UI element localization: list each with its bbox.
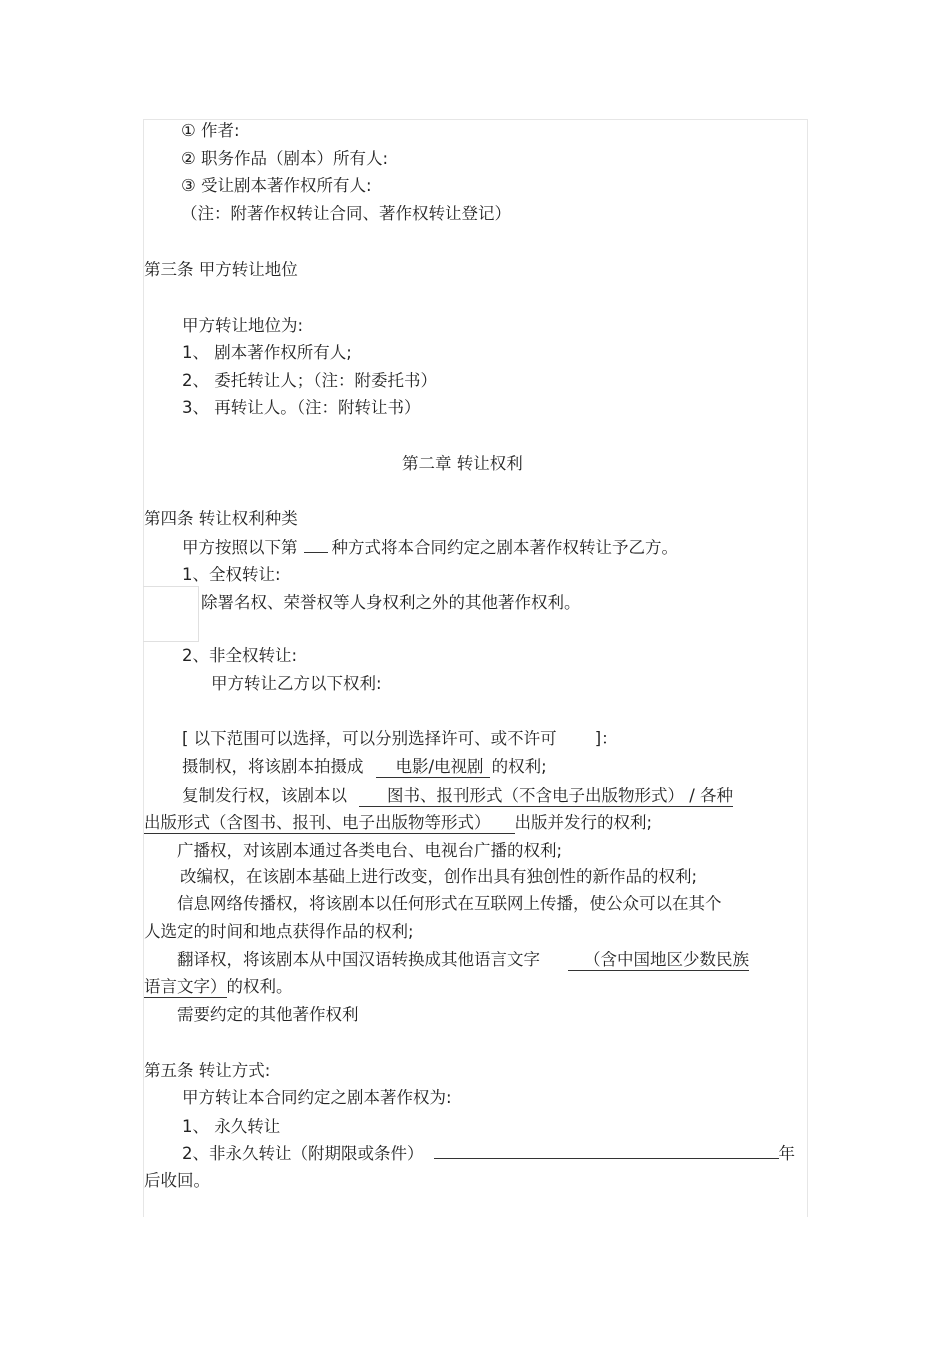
copy-right-line-2 bbox=[144, 812, 652, 834]
range-note-a: [ 以下范围可以选择，可以分别选择许可、或不许可 bbox=[182, 729, 557, 748]
shooting-right bbox=[182, 756, 547, 778]
copy-right-form-2: 出版形式（含图书、报刊、电子出版物等形式） bbox=[144, 813, 515, 834]
article-5-end: 后收回。 bbox=[144, 1171, 210, 1190]
article-4-intro-a: 甲方按照以下第 bbox=[182, 538, 298, 557]
copy-right-line-1 bbox=[182, 785, 733, 807]
article-5-item-2 bbox=[182, 1143, 795, 1165]
copy-right-a: 复制发行权，该剧本以 bbox=[182, 786, 347, 805]
article-4-intro-b: 种方式将本合同约定之剧本著作权转让予乙方。 bbox=[331, 538, 678, 557]
page-frame-right bbox=[807, 119, 808, 1217]
owner-item-2: ② 职务作品（剧本）所有人: bbox=[181, 149, 389, 168]
translation-right-line-2 bbox=[144, 976, 293, 998]
network-right-line-2: 人选定的时间和地点获得作品的权利; bbox=[144, 922, 414, 941]
article-5-year: 年 bbox=[778, 1144, 795, 1163]
shooting-right-a: 摄制权，将该剧本拍摄成 bbox=[182, 757, 364, 776]
term-blank bbox=[434, 1144, 779, 1159]
article-3-item-2: 2、 委托转让人；（注：附委托书） bbox=[182, 371, 437, 390]
partial-transfer: 2、非全权转让: bbox=[182, 646, 298, 665]
blank-box bbox=[143, 586, 199, 642]
article-4-title: 第四条 转让权利种类 bbox=[144, 509, 298, 528]
article-4-intro bbox=[182, 537, 678, 559]
network-right-line-1: 信息网络传播权，将该剧本以任何形式在互联网上传播，使公众可以在其个 bbox=[177, 894, 722, 913]
article-5-title: 第五条 转让方式: bbox=[144, 1061, 271, 1080]
translation-right-b: 的权利。 bbox=[226, 977, 293, 996]
page-frame-top bbox=[143, 119, 807, 120]
translation-right-scope-2: 语言文字） bbox=[144, 977, 227, 996]
broadcast-right: 广播权，对该剧本通过各类电台、电视台广播的权利; bbox=[177, 841, 563, 860]
shooting-right-b: 的权利; bbox=[491, 757, 547, 776]
article-3-item-1: 1、 剧本著作权所有人; bbox=[182, 343, 352, 362]
adaptation-right: 改编权，在该剧本基础上进行改变，创作出具有独创性的新作品的权利; bbox=[180, 867, 698, 886]
article-3-title: 第三条 甲方转让地位 bbox=[144, 260, 298, 279]
copy-right-form-1: 图书、报刊形式（不含电子出版物形式） / 各种 bbox=[359, 786, 733, 807]
article-5-item-2-label: 2、非永久转让（附期限或条件） bbox=[182, 1144, 424, 1163]
translation-right-a: 翻译权，将该剧本从中国汉语转换成其他语言文字 bbox=[177, 950, 540, 969]
article-3-item-3: 3、 再转让人。（注：附转让书） bbox=[182, 398, 421, 417]
chapter-2-heading: 第二章 转让权利 bbox=[402, 454, 523, 473]
translation-right-line-1 bbox=[177, 949, 749, 971]
article-5-intro: 甲方转让本合同约定之剧本著作权为: bbox=[182, 1088, 452, 1107]
article-5-item-1: 1、 永久转让 bbox=[182, 1117, 281, 1136]
range-note bbox=[182, 728, 618, 750]
range-note-b: ]： bbox=[594, 729, 618, 748]
owner-item-3: ③ 受让剧本著作权所有人: bbox=[181, 176, 372, 195]
translation-right-scope-1: （含中国地区少数民族 bbox=[568, 950, 749, 971]
other-rights: 需要约定的其他著作权利 bbox=[177, 1005, 359, 1024]
partial-transfer-desc: 甲方转让乙方以下权利: bbox=[211, 674, 382, 693]
owner-note: （注：附著作权转让合同、著作权转让登记） bbox=[181, 204, 511, 223]
page-frame-left bbox=[143, 119, 144, 1217]
article-3-intro: 甲方转让地位为: bbox=[182, 316, 304, 335]
owner-item-1: ① 作者: bbox=[181, 121, 240, 140]
full-transfer-desc: 除署名权、荣誉权等人身权利之外的其他著作权利。 bbox=[201, 593, 581, 612]
shooting-right-form: 电影/电视剧 bbox=[376, 757, 490, 778]
full-transfer: 1、全权转让: bbox=[182, 565, 281, 584]
method-number-blank bbox=[304, 538, 328, 553]
copy-right-b: 出版并发行的权利; bbox=[514, 813, 653, 832]
